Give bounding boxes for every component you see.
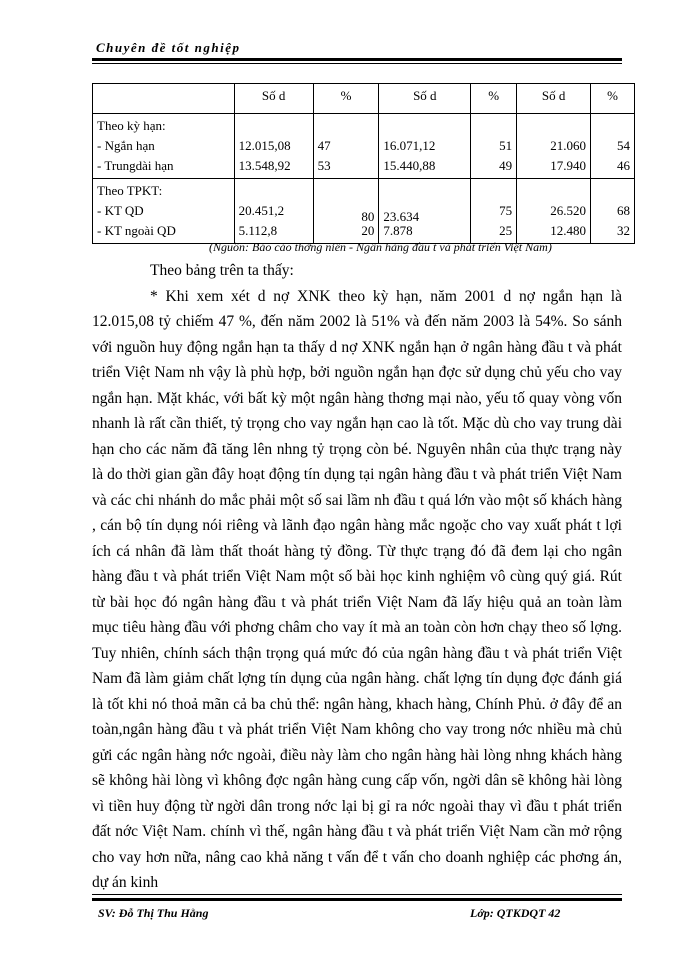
table-header-row [93, 84, 635, 114]
footer-author: SV: Đỗ Thị Thu Hằng [98, 906, 209, 920]
value-cell: 12.015,08 [238, 138, 291, 153]
row-label-cell [93, 179, 235, 244]
value-cell: 80 [361, 209, 375, 224]
value-cell: 47 [317, 138, 331, 153]
value-cell: 51 [499, 138, 513, 153]
row-label: - KT QD [97, 203, 144, 218]
row-label: - KT ngoài QD [97, 223, 176, 238]
table-header-cell: Số d [379, 84, 471, 114]
value-cell: 7.878 [383, 223, 413, 238]
value-cell: 25 [499, 223, 513, 238]
row-label: - Trungdài hạn [97, 158, 174, 173]
value-cell: 21.060 [550, 138, 587, 153]
table-header-cell: % [313, 84, 379, 114]
footer-rule-thin [92, 894, 622, 895]
body-text [92, 258, 622, 896]
value-cell: 15.440,88 [383, 158, 436, 173]
loan-table [92, 83, 635, 244]
value-cell: 53 [317, 158, 331, 173]
row-label: - Ngắn hạn [97, 138, 155, 153]
body-paragraph: * Khi xem xét d nợ XNK theo kỳ hạn, năm 2001 d nợ ngắn hạn là 12.015,08 tỷ chiếm 47 %, đến năm 2002 là 51% và đến năm 2003 là 54%. So sánh với nguồn huy động ngắn hạn ta thấy d nợ XNK ngắn hạn ở ngân hàng đầu t và phát triển Việt Nam nh vậy là phù hợp, bởi nguồn ngắn hạn đợc sử dụng chủ yếu cho vay ngắn hạn. Mặt khác, với bất kỳ một ngân hàng thơng mại nào, yếu tố quay vòng vốn nhanh là rất cần thiết, tỷ trọng cho vay ngắn hạn cao là tốt. Mặc dù cho vay trung dài hạn cho các năm đã tăng lên nhng tỷ trọng còn bé. Nguyên nhân của thực trạng này là do thời gian gần đây hoạt động tín dụng tại ngân hàng đầu t và phát triển Việt Nam và các chi nhánh do mắc phải một số sai lầm nh đầu t quá lớn vào một số khách hàng , cán bộ tín dụng nói riêng và lãnh đạo ngân hàng mắc ngoặc cho vay xuất phát t lợi ích cá nhân đã làm thất thoát hàng tỷ đồng. Từ thực trạng đó đã đem lại cho ngân hàng đầu t và phát triển Việt Nam một số bài học kinh nghiệm vô cùng quý giá. Rút từ bài học đó ngân hàng đầu t và phát triển Việt Nam đã lấy hiệu quả an toàn làm mục tiêu hàng đầu với phơng châm cho vay ít mà an toàn còn hơn chạy theo số lợng. Tuy nhiên, chính sách thận trọng quá mức đó của ngân hàng đầu t và phát triển Việt Nam đã làm giảm chất lợng tín dụng của ngân hàng. chất lợng tín dụng đợc đánh giá là tốt khi nó thoả mãn cả ba chủ thể: ngân hàng, khach hàng, Chính Phủ. ở đây để an toàn,ngân hàng đầu t và phát triển Việt Nam không cho vay trong nớc nhiều mà chủ gửi các ngân hàng nớc ngoài, điều này làm cho ngân hàng hài lòng nhng khách hàng sẽ không hài lòng vì không đợc ngân hàng cung cấp vốn, ngời dân sẽ không hài lòng vì tiền huy động từ ngời dân trong nớc lại bị gỉ ra nớc ngoài thay vì đầu t phát triển đất nớc Việt Nam. chính vì thế, ngân hàng đầu t và phát triển Việt Nam cần mở rộng cho vay hơn nữa, nâng cao khả năng t vấn để t vấn cho doanh nghiệp các phơng án, dự án kinh [92, 287, 622, 891]
table-row-term [93, 114, 635, 179]
footer-class: Lớp: QTKDQT 42 [470, 906, 561, 920]
table-header-cell: Số d [517, 84, 591, 114]
table-row-sector [93, 179, 635, 244]
value-cell: 26.520 [550, 203, 587, 218]
body-intro: Theo bảng trên ta thấy: [150, 262, 294, 279]
table-header-cell [93, 84, 235, 114]
value-cell: 68 [617, 203, 630, 218]
value-cell: 46 [617, 158, 630, 173]
table-source-note: (Nguồn: Báo cáo thờng niên - Ngân hàng đầu t và phát triển Việt Nam) [209, 240, 552, 254]
group-label: Theo kỳ hạn: [97, 118, 166, 133]
value-cell: 17.940 [550, 158, 587, 173]
table-header-cell: % [591, 84, 635, 114]
value-cell: 23.634 [383, 209, 420, 224]
table-header-cell: % [471, 84, 517, 114]
header-title: Chuyên đề tốt nghiệp [96, 40, 241, 55]
value-cell: 49 [499, 158, 513, 173]
table-header-cell: Số d [234, 84, 313, 114]
value-cell: 16.071,12 [383, 138, 436, 153]
value-cell: 12.480 [550, 223, 587, 238]
value-cell: 75 [499, 203, 513, 218]
value-cell: 20.451,2 [238, 203, 285, 218]
value-cell: 32 [617, 223, 630, 238]
footer-rule-thick [92, 898, 622, 901]
value-cell: 20 [361, 223, 375, 238]
header-rule-thin [92, 63, 622, 64]
row-label-cell [93, 114, 235, 179]
group-label: Theo TPKT: [97, 183, 163, 198]
value-cell: 13.548,92 [238, 158, 291, 173]
value-cell: 54 [617, 138, 630, 153]
header-rule-thick [92, 58, 622, 61]
value-cell: 5.112,8 [238, 223, 278, 238]
